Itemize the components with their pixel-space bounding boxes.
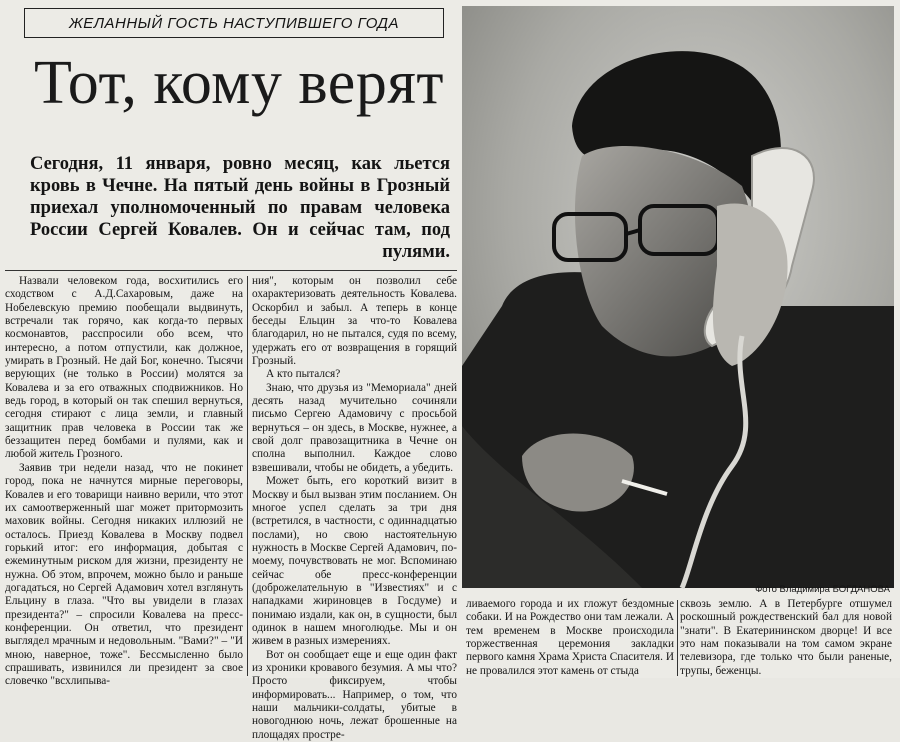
lead-divider (5, 270, 457, 271)
article-column-3 (466, 598, 674, 678)
paragraph: сквозь землю. А в Петербурге отшумел роскошный рождественский бал для новой "знати". В Екатерининском дворце! И все это нам показывали на том самом экране телевизора, где только что были раненые, трупы, беженцы. (680, 598, 892, 677)
article-headline: Тот, кому верят (34, 49, 444, 117)
article-column-4 (680, 598, 892, 678)
photo-caption: Фото Владимира БОГДАНОВА (755, 584, 890, 595)
article-lead: Сегодня, 11 января, ровно месяц, как льется кровь в Чечне. На пятый день войны в Грозный приехал уполномоченный по правам человека России Сергей Ковалев. Он и сейчас там, под пулями. (30, 154, 450, 262)
column-divider (247, 276, 248, 676)
paragraph: Знаю, что друзья из "Мемориала" дней десять назад мучительно сочиняли письмо Сергею Адамовичу с просьбой вернуться – он здесь, в Москве, нужнее, а свой долг правозащитника в Чечне он сполна выполнил. Каждое слово взвешивали, чтобы не обидеть, а убедить. (252, 381, 457, 474)
paragraph: ливаемого города и их гложут бездомные собаки. И на Рождество они там лежали. А тем временем в Москве происходила торжественная церемония закладки первого камня Храма Христа Спасителя. И не провалился этот камень от стыда (466, 598, 674, 677)
portrait-photo (462, 6, 894, 588)
paragraph: Может быть, его короткий визит в Москву и был вызван этим посланием. Он многое успел сделать за три дня (встретился, в частности, с одиннадцатью послами), но свою настоятельную нужность в Москве Сергей Адамович, по-моему, почувствовать не мог. Вспоминаю сейчас обе пресс-конференции (доброжелательную в "Известиях" и с нападками жириновцев в Госдуме) и понимаю издали, как он, в сущности, был одинок в нашем многолюдье. Мы и он живем в разных измерениях. (252, 475, 457, 648)
article-column-1 (5, 275, 243, 688)
portrait-photo-illustration (462, 6, 894, 588)
paragraph: Назвали человеком года, восхитились его сходством с А.Д.Сахаровым, даже на Нобелевскую премию пообещали выдвинуть, встречали так горячо, как когда-то первых космонавтов, расспросили обо всем, что интересно, а потом отпустили, как должное, умирать в Грозный. Не дай Бог, конечно. Тысячи верующих (не только в России) молятся за Ковалева и за его отважных сподвижников. Но ведь город, в который он так спешил вернуться, сегодня стирают с лица земли, и главный защитник прав человека в России так же беззащитен перед бомбами и пулями, как и любой житель Грозного. (5, 275, 243, 461)
paragraph: Заявив три недели назад, что не покинет город, пока не начнутся мирные переговоры, Ковалев и его товарищи наивно верили, что этот их самоотверженный шаг может притормозить маховик войны. Сегодня никаких иллюзий не осталось. Приезд Ковалева в Москву подвел горький итог: его информация, добытая с ежеминутным риском для жизни, президенту не нужна. Об этом, впрочем, можно было и раньше догадаться, но Сергей Адамович хотел взглянуть Ельцину в глаза. "Что вы увидели в глазах президента?" – спросили Ковалева на пресс-конференции. Он ответил, что президент выглядел мрачным и недовольным. "Вами?" – "И мною, наверное, тоже". Бессмысленно было спрашивать, извинился ли президент за свое словечко "всхлипыва- (5, 461, 243, 688)
article-column-2 (252, 275, 457, 741)
paragraph: А кто пытался? (266, 368, 341, 381)
paragraph: ния", которым он позволил себе охарактеризовать деятельность Ковалева. Оскорбил и забыл. А теперь в конце беседы Ельцин за что-то Ковалева благодарил, но не пытался, судя по всему, удержать его от возвращения в горящий Грозный. (252, 275, 457, 368)
column-divider (677, 600, 678, 676)
section-kicker: ЖЕЛАННЫЙ ГОСТЬ НАСТУПИВШЕГО ГОДА (24, 8, 444, 38)
paragraph: Вот он сообщает еще и еще один факт из хроники кровавого безумия. А мы что? Просто фиксируем, чтобы информировать... Например, о том, что наши мальчики-солдаты, убитые в новогоднюю ночь, лежат брошенные на площадях простре- (252, 648, 457, 741)
